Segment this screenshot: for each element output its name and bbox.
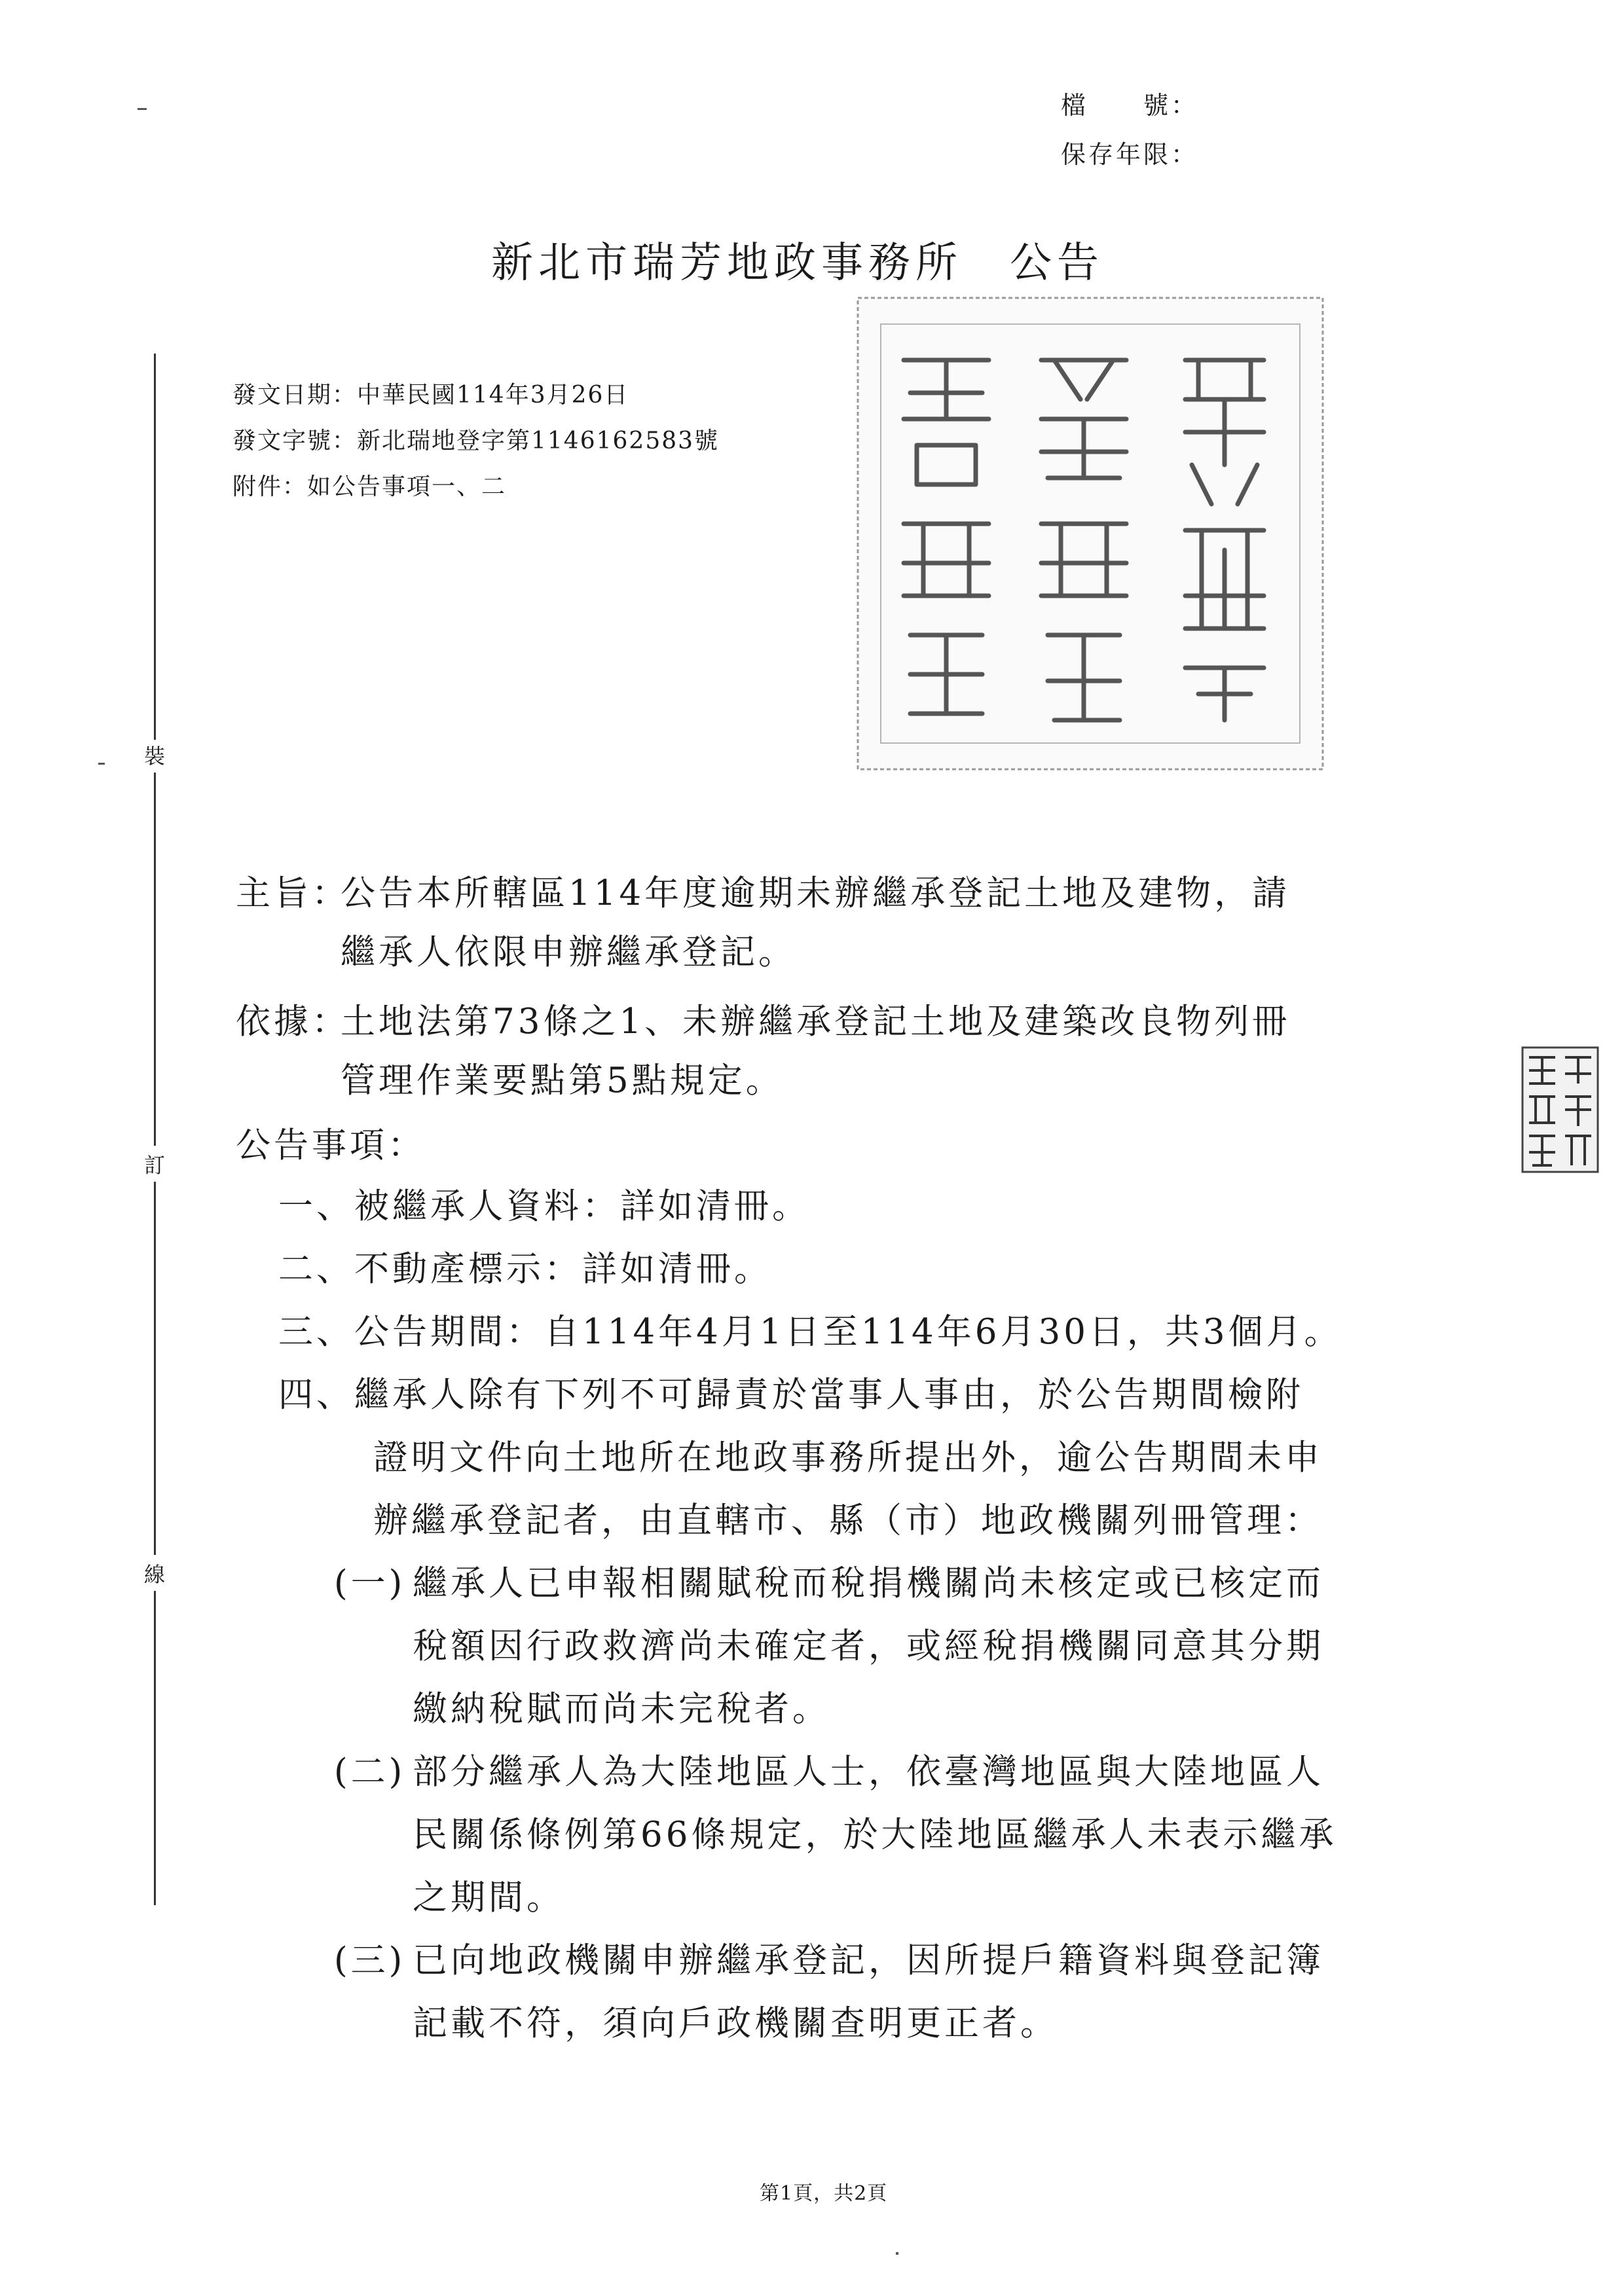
page-number: 第1頁，共2頁 [760, 2182, 888, 2205]
basis-line-2: 管理作業要點第5點規定。 [341, 1061, 784, 1101]
notice-item-1: 一、被繼承人資料：詳如清冊。 [278, 1186, 810, 1226]
scan-speck [138, 108, 147, 110]
subject-line-1: 公告本所轄區114年度逾期未辦繼承登記土地及建物，請 [341, 873, 1291, 913]
attachment-note: 附件：如公告事項一、二 [232, 473, 507, 500]
basis-label: 依據： [236, 1002, 350, 1042]
binding-mark-xian: 線 [144, 1562, 166, 1587]
sub-item-2-line-1: 部分繼承人為大陸地區人士，依臺灣地區與大陸地區人 [413, 1752, 1324, 1792]
notice-item-3: 三、公告期間：自114年4月1日至114年6月30日，共3個月。 [278, 1312, 1342, 1352]
sub-item-2-line-2: 民關係條例第66條規定，於大陸地區繼承人未表示繼承 [413, 1815, 1337, 1855]
document-number: 發文字號：新北瑞地登字第1146162583號 [232, 428, 720, 454]
sub-item-1-line-3: 繳納稅賦而尚未完稅者。 [413, 1689, 830, 1729]
binding-mark-zhuang: 裝 [144, 744, 166, 769]
notice-item-4-line-1: 四、繼承人除有下列不可歸責於當事人事由，於公告期間檢附 [278, 1375, 1304, 1415]
sub-item-1-line-1: 繼承人已申報相關賦稅而稅捐機關尚未核定或已核定而 [413, 1563, 1324, 1603]
basis-line-1: 土地法第73條之1、未辦繼承登記土地及建築改良物列冊 [341, 1002, 1291, 1042]
notice-item-4-line-2: 證明文件向土地所在地政事務所提出外，逾公告期間未申 [373, 1438, 1323, 1478]
subject-label: 主旨： [236, 873, 350, 913]
sub-item-2-line-3: 之期間。 [413, 1878, 564, 1918]
scan-speck [98, 763, 105, 765]
document-title: 新北市瑞芳地政事務所 公告 [491, 239, 1104, 287]
notice-item-4-line-3: 辦繼承登記者，由直轄市、縣（市）地政機關列冊管理： [373, 1501, 1323, 1540]
sub-item-2-marker: (二) [334, 1752, 406, 1792]
binding-line-bottom [154, 1591, 156, 1905]
sub-item-3-line-2: 記載不符，須向戶政機關查明更正者。 [413, 2003, 1058, 2043]
subject-line-2: 繼承人依限申辦繼承登記。 [341, 932, 796, 972]
scan-speck [896, 2252, 898, 2255]
retention-period-label: 保存年限： [1061, 140, 1199, 169]
binding-line-middle [154, 773, 156, 1146]
binding-line-lower [154, 1182, 156, 1555]
sub-item-3-marker: (三) [334, 1941, 406, 1980]
file-number-label: 檔 號： [1061, 91, 1199, 120]
official-seal-image [845, 288, 1336, 779]
sub-item-1-marker: (一) [334, 1563, 406, 1603]
notice-item-2: 二、不動產標示：詳如清冊。 [278, 1249, 772, 1289]
issue-date: 發文日期：中華民國114年3月26日 [232, 382, 629, 409]
sub-item-1-line-2: 稅額因行政救濟尚未確定者，或經稅捐機關同意其分期 [413, 1626, 1324, 1666]
sub-item-3-line-1: 已向地政機關申辦繼承登記，因所提戶籍資料與登記簿 [413, 1941, 1324, 1980]
binding-line-upper [154, 354, 156, 740]
binding-mark-ding: 訂 [144, 1153, 166, 1178]
notice-heading: 公告事項： [236, 1125, 426, 1165]
margin-stamp-image [1519, 1044, 1601, 1175]
